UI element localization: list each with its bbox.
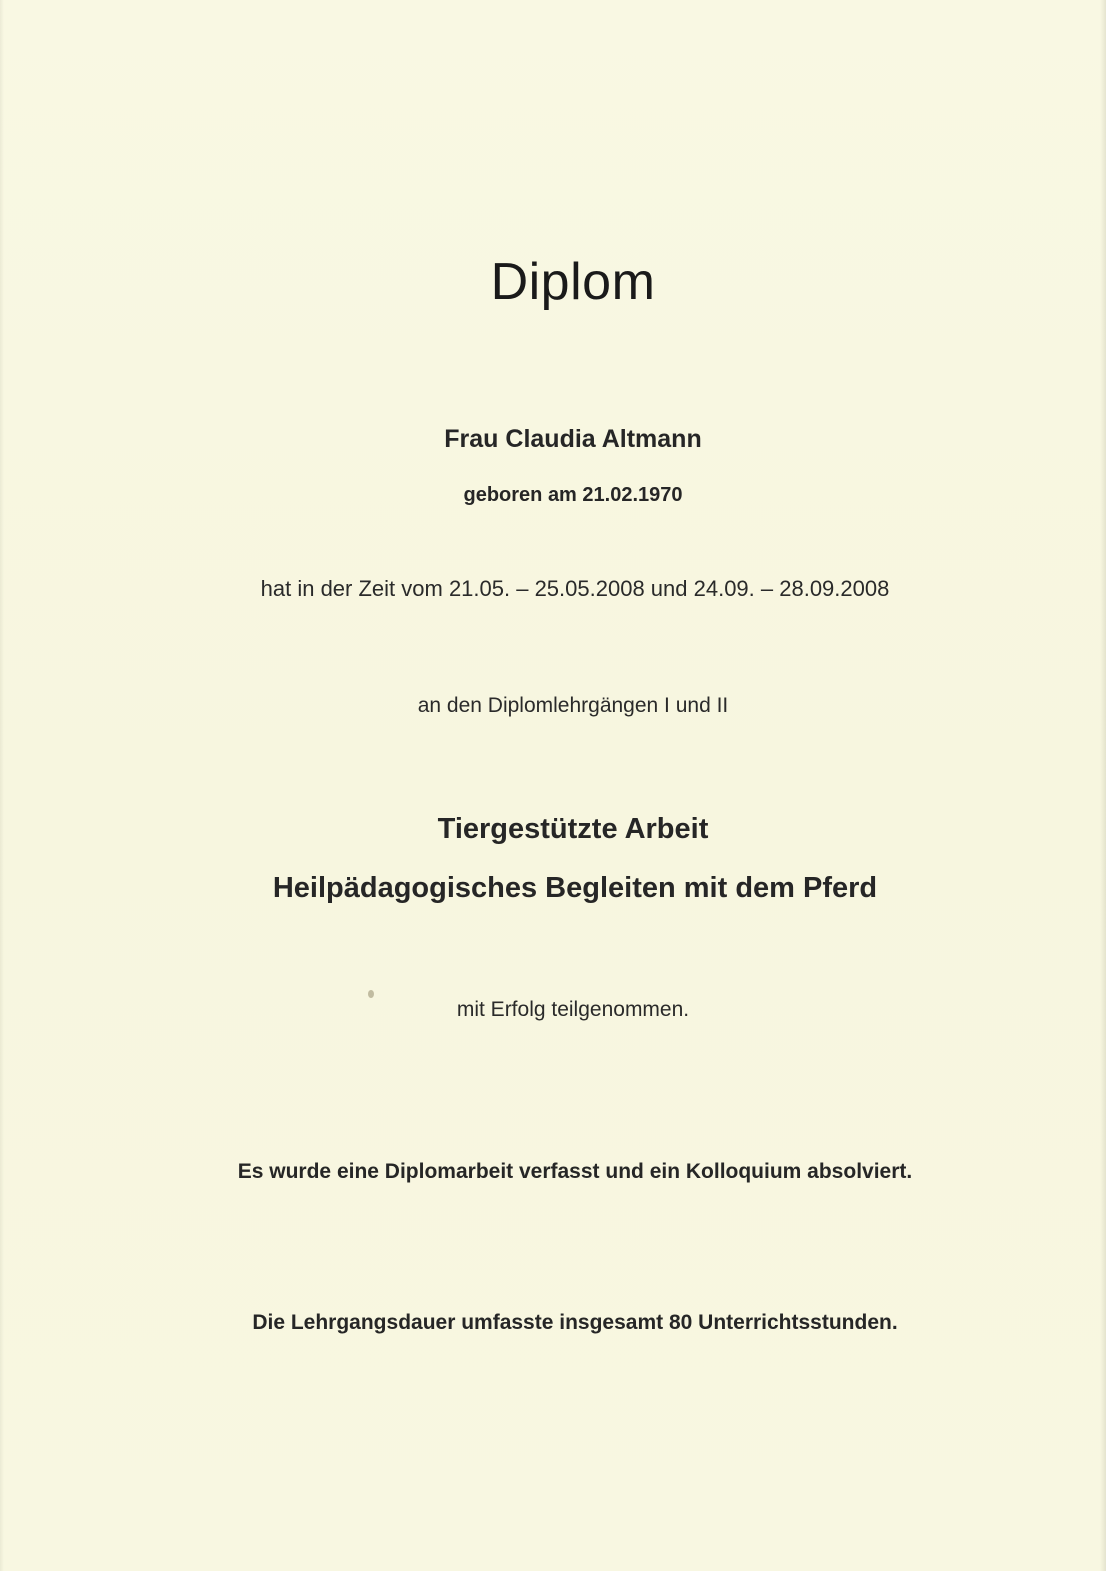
subject-title-primary: Tiergestützte Arbeit <box>437 813 709 845</box>
success-line: mit Erfolg teilgenommen. <box>456 998 690 1021</box>
recipient-name: Frau Claudia Altmann <box>444 425 702 453</box>
courses-line: an den Diplomlehrgängen I und II <box>417 694 729 717</box>
course-period-line: hat in der Zeit vom 21.05. – 25.05.2008 und 24.09. – 28.09.2008 <box>260 576 890 601</box>
diploma-title: Diplom <box>490 253 656 311</box>
birth-date-line: geboren am 21.02.1970 <box>463 484 683 506</box>
thesis-statement: Es wurde eine Diplomarbeit verfasst und ein Kolloquium absolviert. <box>237 1160 913 1183</box>
paper-edge-left <box>0 0 4 1571</box>
paper-speck <box>368 990 374 998</box>
paper-edge-right <box>1100 0 1106 1571</box>
course-duration-statement: Die Lehrgangsdauer umfasste insgesamt 80 Unterrichtsstunden. <box>252 1311 898 1334</box>
subject-title-secondary: Heilpädagogisches Begleiten mit dem Pferd <box>272 872 878 904</box>
